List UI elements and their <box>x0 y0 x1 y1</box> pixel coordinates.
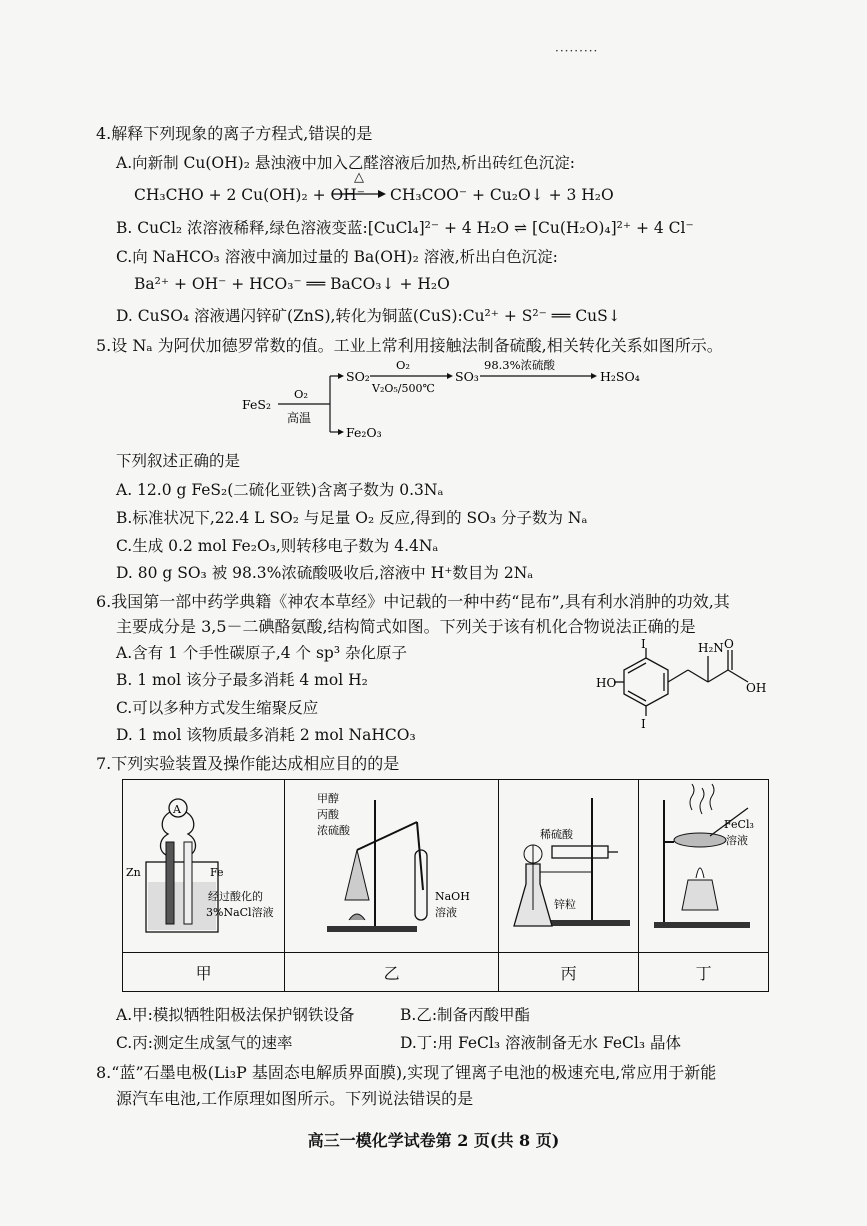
q6-option-b: B. 1 mol 该分子最多消耗 4 mol H₂ <box>116 671 368 689</box>
apparatus-ding-cell <box>639 780 769 953</box>
fecl3-solution-label: 溶液 <box>725 834 748 847</box>
q4-stem: 4.解释下列现象的离子方程式,错误的是 <box>96 124 373 143</box>
iodine-top-label: I <box>641 637 646 651</box>
q7-option-d: D.丁:用 FeCl₃ 溶液制备无水 FeCl₃ 晶体 <box>400 1034 681 1052</box>
arrow-head-h2so4 <box>591 373 597 379</box>
apparatus-label-ding: 丁 <box>639 953 769 992</box>
so2-label: SO₂ <box>346 369 370 384</box>
hydrogen-rate-diagram <box>500 780 638 948</box>
q5-option-c: C.生成 0.2 mol Fe₂O₃,则转移电子数为 4.4Nₐ <box>116 537 439 555</box>
apparatus-label-jia: 甲 <box>123 953 285 992</box>
fe-electrode-label: Fe <box>209 866 224 879</box>
acid-label: 98.3%浓硫酸 <box>484 358 556 372</box>
q6-stem-line1: 6.我国第一部中药学典籍《神农本草经》中记载的一种中药“昆布”,具有利水消肿的功效,其 <box>96 592 730 611</box>
naoh-solution-label: 溶液 <box>434 906 457 919</box>
ho-label: HO <box>596 676 617 690</box>
zn-electrode-label: Zn <box>125 866 141 879</box>
q4-option-a: A.向新制 Cu(OH)₂ 悬浊液中加入乙醛溶液后加热,析出砖红色沉淀: <box>116 154 576 172</box>
q4-option-c: C.向 NaHCO₃ 溶液中滴加过量的 Ba(OH)₂ 溶液,析出白色沉淀: <box>116 248 558 266</box>
q7-option-c: C.丙:测定生成氢气的速率 <box>116 1034 293 1052</box>
arrow-head-so3 <box>447 373 453 379</box>
arrow-head-fe2o3 <box>338 429 344 435</box>
fecl3-label: FeCl₃ <box>723 818 754 831</box>
q7-option-b: B.乙:制备丙酸甲酯 <box>400 1006 531 1024</box>
header-dots: ········· <box>555 44 599 58</box>
reagent-label-1: 甲醇 <box>316 792 339 805</box>
q7-option-a: A.甲:模拟牺牲阳极法保护钢铁设备 <box>116 1006 355 1024</box>
apparatus-jia-cell <box>123 780 285 953</box>
apparatus-bing-cell <box>498 780 638 953</box>
apparatus-label-bing: 丙 <box>498 953 638 992</box>
ammeter-label: A <box>172 803 181 816</box>
zinc-granules-label: 锌粒 <box>553 898 576 911</box>
diiodotyrosine-structure <box>596 636 776 736</box>
page-footer: 高三一模化学试卷第 2 页(共 8 页) <box>307 1131 560 1150</box>
sulfuric-acid-process-diagram <box>240 356 660 446</box>
reaction-arrow-icon <box>332 188 388 200</box>
arrow-head-so2 <box>338 373 344 379</box>
q4-c-eq: Ba²⁺ + OH⁻ + HCO₃⁻ ══ BaCO₃↓ + H₂O <box>134 275 450 293</box>
dilute-acid-label: 稀硫酸 <box>539 828 573 841</box>
q7-stem: 7.下列实验装置及操作能达成相应目的的是 <box>96 754 400 773</box>
nh2-label: H₂N <box>698 641 724 655</box>
fes2-label: FeS₂ <box>242 397 271 412</box>
solution-label-2: 3%NaCl溶液 <box>205 906 274 919</box>
gaowen-label: 高温 <box>287 411 312 425</box>
reagent-label-2: 丙酸 <box>316 808 339 821</box>
galvanic-cell-diagram <box>124 780 284 948</box>
carbonyl-o-label: O <box>724 637 734 651</box>
o2-label-2: O₂ <box>396 358 411 372</box>
apparatus-yi-cell <box>285 780 499 953</box>
apparatus-table <box>122 779 769 992</box>
q4-a-eq-condition: △ <box>354 170 364 185</box>
q6-stem-line2: 主要成分是 3,5－二碘酪氨酸,结构简式如图。下列关于该有机化合物说法正确的是 <box>116 617 696 636</box>
evaporation-diagram <box>640 780 768 948</box>
naoh-label: NaOH <box>434 890 470 903</box>
iodine-bottom-label: I <box>641 717 646 731</box>
esterification-diagram <box>287 780 497 948</box>
q5-option-d: D. 80 g SO₃ 被 98.3%浓硫酸吸收后,溶液中 H⁺数目为 2Nₐ <box>116 564 534 582</box>
h2so4-label: H₂SO₄ <box>600 369 640 384</box>
q4-option-d: D. CuSO₄ 溶液遇闪锌矿(ZnS),转化为铜蓝(CuS):Cu²⁺ + S²⁻ ══ CuS↓ <box>116 307 621 325</box>
q6-option-a: A.含有 1 个手性碳原子,4 个 sp³ 杂化原子 <box>116 644 407 662</box>
oh-label: OH <box>746 681 767 695</box>
q5-option-a: A. 12.0 g FeS₂(二硫化亚铁)含离子数为 0.3Nₐ <box>116 481 444 499</box>
q8-stem-line2: 源汽车电池,工作原理如图所示。下列说法错误的是 <box>116 1089 474 1108</box>
o2-label-1: O₂ <box>294 387 309 401</box>
reagent-label-3: 浓硫酸 <box>316 824 350 837</box>
apparatus-label-yi: 乙 <box>285 953 499 992</box>
q4-a-eq-right: CH₃COO⁻ + Cu₂O↓ + 3 H₂O <box>390 186 614 204</box>
solution-label-1: 经过酸化的 <box>207 890 263 903</box>
fe2o3-label: Fe₂O₃ <box>346 425 382 440</box>
q8-stem-line1: 8.“蓝”石墨电极(Li₃P 基固态电解质界面膜),实现了锂离子电池的极速充电,常应用于新能 <box>96 1063 717 1082</box>
catalyst-label: V₂O₅/500℃ <box>372 382 435 395</box>
q5-lead: 下列叙述正确的是 <box>116 452 241 470</box>
q6-option-c: C.可以多种方式发生缩聚反应 <box>116 699 319 717</box>
so3-label: SO₃ <box>455 369 479 384</box>
q4-a-eq-left: CH₃CHO + 2 Cu(OH)₂ + OH⁻ <box>134 186 365 204</box>
q4-option-b: B. CuCl₂ 浓溶液稀释,绿色溶液变蓝:[CuCl₄]²⁻ + 4 H₂O ⇌ [Cu(H₂O)₄]²⁺ + 4 Cl⁻ <box>116 219 694 237</box>
q5-stem: 5.设 Nₐ 为阿伏加德罗常数的值。工业上常利用接触法制备硫酸,相关转化关系如图所示。 <box>96 336 723 355</box>
q5-option-b: B.标准状况下,22.4 L SO₂ 与足量 O₂ 反应,得到的 SO₃ 分子数为 Nₐ <box>116 509 588 527</box>
q6-option-d: D. 1 mol 该物质最多消耗 2 mol NaHCO₃ <box>116 726 416 744</box>
